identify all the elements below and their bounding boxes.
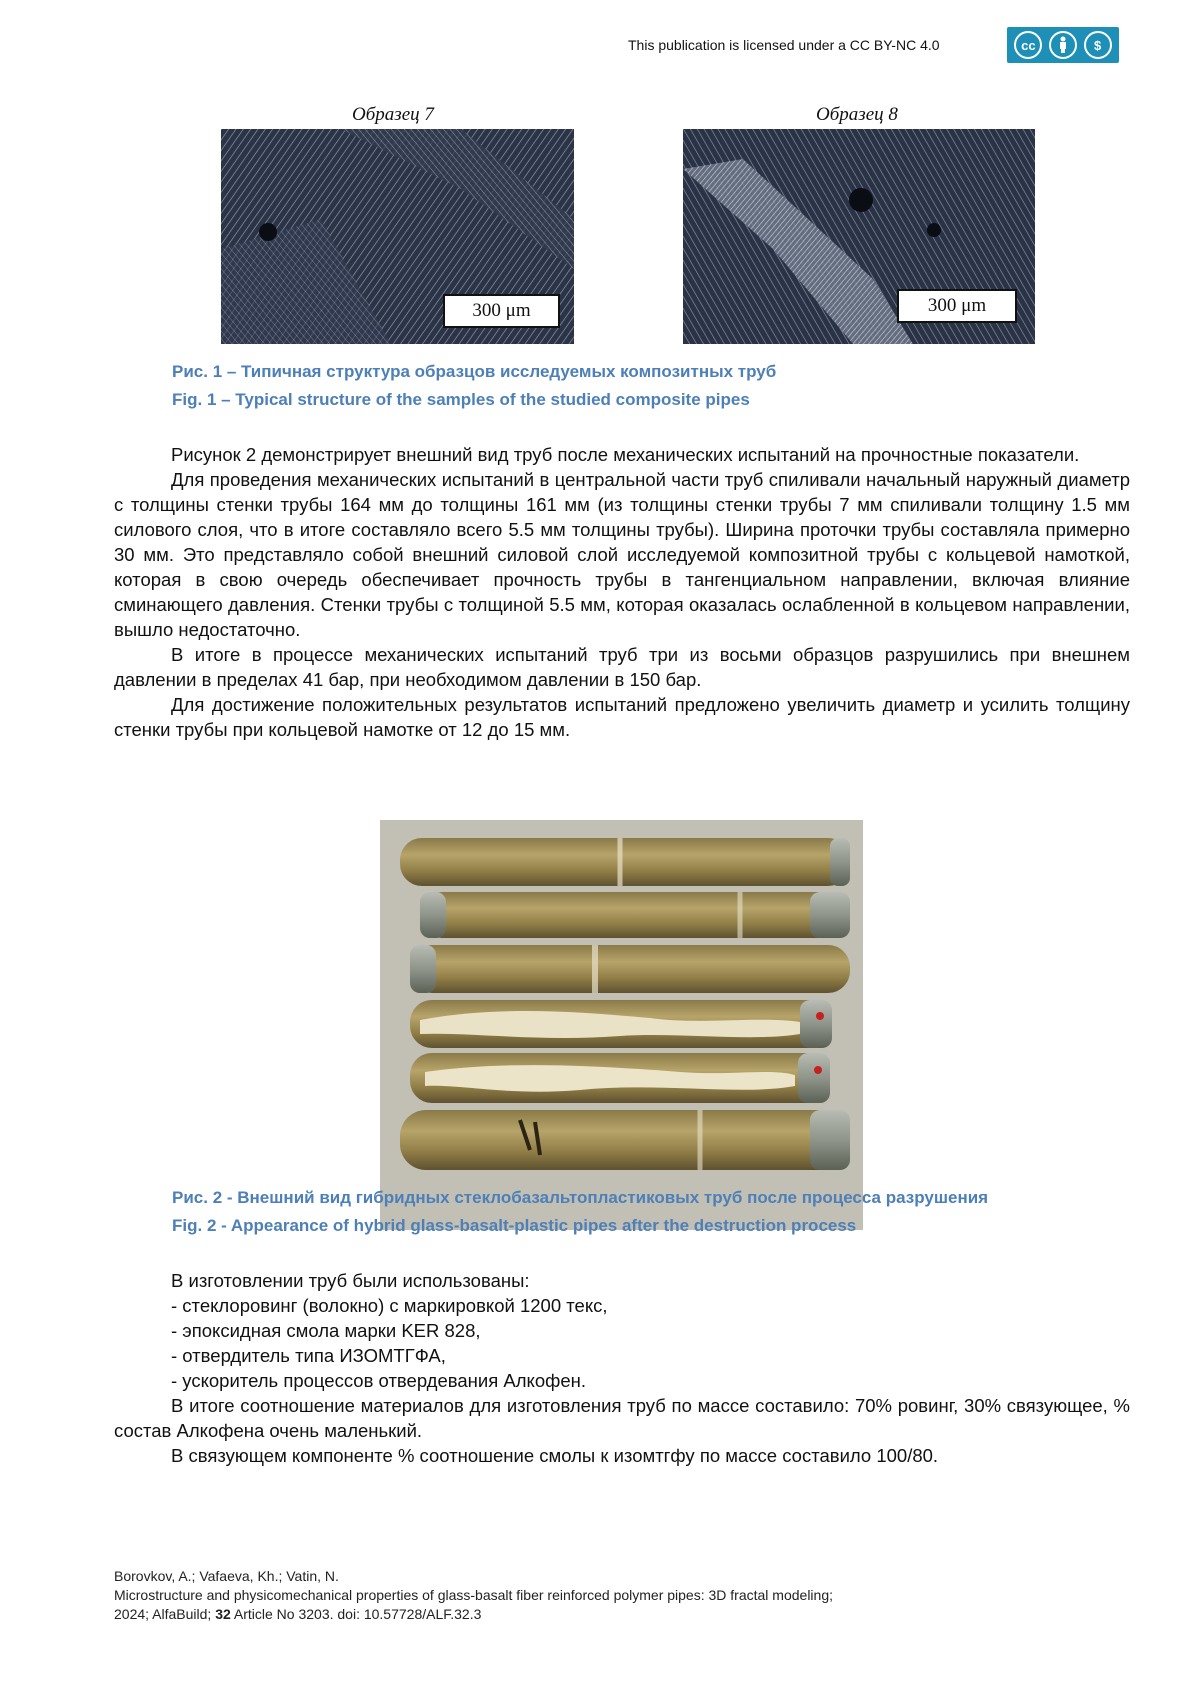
paragraph: Рисунок 2 демонстрирует внешний вид труб после механических испытаний на прочностные показатели. (114, 442, 1130, 467)
footer-authors: Borovkov, A.; Vafaeva, Kh.; Vatin, N. (114, 1567, 833, 1586)
citation-footer (114, 1567, 833, 1624)
sample-8-label: Образец 8 (816, 104, 898, 126)
materials-intro: В изготовлении труб были использованы: (114, 1268, 1130, 1293)
list-item: - отвердитель типа ИЗОМТГФА, (114, 1343, 1130, 1368)
pipe-damaged (410, 1053, 830, 1103)
figure2-caption-en: Fig. 2 - Appearance of hybrid glass-basalt-plastic pipes after the destruction process (172, 1216, 856, 1236)
paragraph: Для достижение положительных результатов испытаний предложено увеличить диаметр и усилить толщину стенки трубы при кольцевой намотке от 12 до 15 мм. (114, 692, 1130, 742)
footer-cite-suffix: Article No 3203. doi: 10.57728/ALF.32.3 (234, 1606, 482, 1622)
figure2-caption-ru: Рис. 2 - Внешний вид гибридных стеклобазальтопластиковых труб после процесса разрушения (172, 1188, 988, 1208)
body-text-1 (114, 442, 1130, 742)
body-text-2 (114, 1268, 1130, 1468)
micrograph-sample-8 (683, 129, 1035, 344)
pipes-photo (380, 820, 863, 1230)
list-item: - стеклоровинг (волокно) с маркировкой 1200 текс, (114, 1293, 1130, 1318)
pipe (420, 892, 850, 938)
cc-license-badge[interactable] (1007, 27, 1119, 63)
micrograph-sample-7 (221, 129, 574, 344)
license-text: This publication is licensed under a CC BY-NC 4.0 (628, 37, 940, 53)
footer-volume: 32 (215, 1606, 231, 1622)
footer-cite-prefix: 2024; AlfaBuild; (114, 1606, 211, 1622)
pipe (410, 945, 850, 993)
paragraph: В связующем компоненте % соотношение смолы к изомтгфу по массе составило 100/80. (114, 1443, 1130, 1468)
footer-citation (114, 1605, 833, 1624)
pipe (400, 1110, 850, 1170)
scale-bar-sample-7: 300 μm (443, 294, 560, 328)
footer-title: Microstructure and physicomechanical properties of glass-basalt fiber reinforced polymer pipes: 3D fractal modeling; (114, 1586, 833, 1605)
sample-7-label: Образец 7 (352, 104, 434, 126)
pipe (400, 838, 850, 886)
cc-icon: cc (1014, 31, 1042, 59)
nc-icon: $ (1084, 31, 1112, 59)
paragraph: В итоге в процессе механических испытаний труб три из восьми образцов разрушились при внешнем давлении в пределах 41 бар, при необходимом давлении в 150 бар. (114, 642, 1130, 692)
list-item: - ускоритель процессов отвердевания Алкофен. (114, 1368, 1130, 1393)
by-icon (1049, 31, 1077, 59)
paragraph: В итоге соотношение материалов для изготовления труб по массе составило: 70% ровинг, 30% связующее, % состав Алкофена очень маленький. (114, 1393, 1130, 1443)
scale-bar-sample-8: 300 μm (897, 289, 1017, 323)
figure1-caption-ru: Рис. 1 – Типичная структура образцов исследуемых композитных труб (172, 362, 776, 382)
figure1-caption-en: Fig. 1 – Typical structure of the samples of the studied composite pipes (172, 390, 750, 410)
list-item: - эпоксидная смола марки KER 828, (114, 1318, 1130, 1343)
pipe-damaged (410, 1000, 832, 1048)
paragraph: Для проведения механических испытаний в центральной части труб спиливали начальный наружный диаметр с толщины стенки трубы 164 мм до толщины 161 мм (из толщины стенки трубы 7 мм спиливали толщину 1.5 мм силового слоя, что в итоге составляло всего 5.5 мм толщины трубы). Ширина проточки трубы составляла примерно 30 мм. Это представляло собой внешний силовой слой исследуемой композитной трубы с кольцевой намоткой, которая в свою очередь обеспечивает прочность трубы в тангенциальном направлении, включая влияние сминающего давления. Стенки трубы с толщиной 5.5 мм, которая оказалась ослабленной в кольцевом направлении, вышло недостаточно. (114, 467, 1130, 642)
